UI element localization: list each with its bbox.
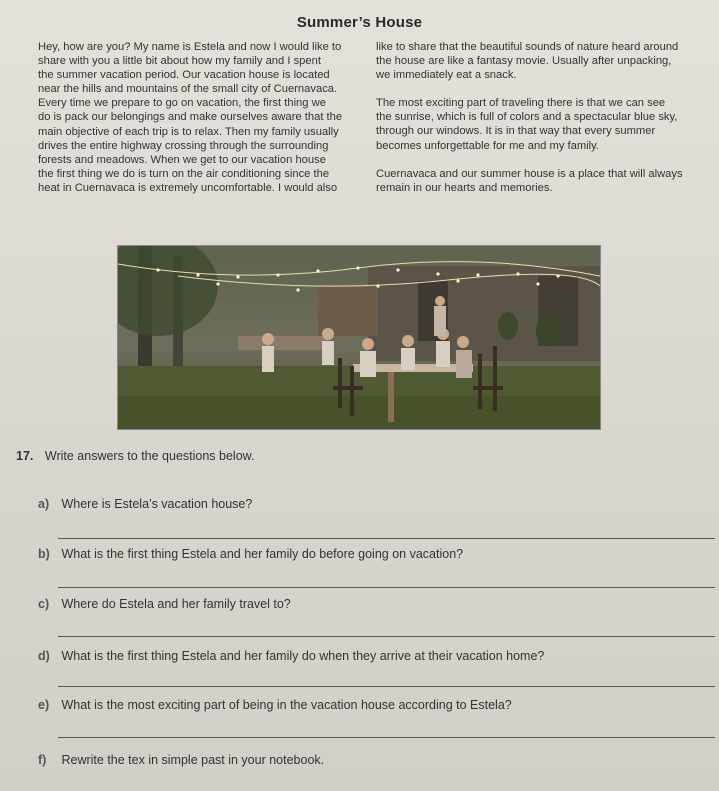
exercise-number: 17. [16,449,34,463]
reading-line: through our windows. It is in that way that every summer [376,125,656,138]
question-text: What is the most exciting part of being in the vacation house according to Estela? [61,698,512,712]
reading-line: heat in Cuernavaca is extremely uncomfortable. I would also [38,181,338,194]
reading-line: the sunrise, which is full of colors and a spectacular blue sky, [376,111,678,124]
answer-line-b[interactable] [58,587,715,588]
exercise-instruction: Write answers to the questions below. [44,449,255,463]
reading-line: we immediately eat a snack. [376,69,517,82]
question-letter: c) [38,597,50,611]
answer-line-c[interactable] [58,636,715,637]
question-letter: e) [38,698,50,712]
question-e [38,698,512,712]
question-text: What is the first thing Estela and her family do when they arrive at their vacation home? [61,649,545,663]
family-dinner-illustration [118,246,600,429]
reading-line: the house are like a fantasy movie. Usually after unpacking, [376,55,672,68]
reading-line: do is pack our belongings and make ourselves aware that the [38,111,343,124]
question-c [38,597,291,611]
reading-line: the summer vacation period. Our vacation house is located [38,69,330,82]
question-letter: d) [38,649,50,663]
reading-line: Every time we prepare to go on vacation, the first thing we [38,97,326,110]
reading-line: drives the entire highway crossing through the surrounding [38,139,329,152]
reading-line: forests and meadows. When we get to our vacation house [38,153,326,166]
reading-line: like to share that the beautiful sounds of nature heard around [376,41,679,53]
family-dinner-photo [117,245,601,430]
question-d [38,649,544,663]
question-letter: b) [38,547,50,561]
question-text: Rewrite the tex in simple past in your notebook. [61,753,325,767]
reading-line: near the hills and mountains of the small city of Cuernavaca. [38,83,338,96]
reading-left-column [38,40,368,195]
reading-line: remain in our hearts and memories. [376,181,553,194]
question-letter: f) [38,753,47,767]
reading-line: share with you a little bit about how my family and I spent [38,55,321,68]
question-a [38,497,252,511]
exercise-heading [16,449,254,463]
question-text: Where is Estela’s vacation house? [61,497,253,511]
question-letter: a) [38,497,50,511]
reading-line: Cuernavaca and our summer house is a place that will always [376,167,683,180]
reading-line: Hey, how are you? My name is Estela and now I would like to [38,41,342,53]
answer-line-d[interactable] [58,686,715,687]
reading-line: the first thing we do is turn on the air conditioning since the [38,167,330,180]
question-text: What is the first thing Estela and her family do before going on vacation? [61,547,464,561]
page-title: Summer’s House [296,14,423,31]
reading-line: main objective of each trip is to relax. Then my family usually [38,125,339,138]
reading-line: becomes unforgettable for me and my family. [376,139,600,152]
reading-right-column [376,40,706,195]
answer-line-a[interactable] [58,538,715,539]
answer-line-e[interactable] [58,737,715,738]
question-text: Where do Estela and her family travel to? [61,597,291,611]
question-f [38,753,324,767]
question-b [38,547,463,561]
reading-line: The most exciting part of traveling there is that we can see [376,97,666,110]
